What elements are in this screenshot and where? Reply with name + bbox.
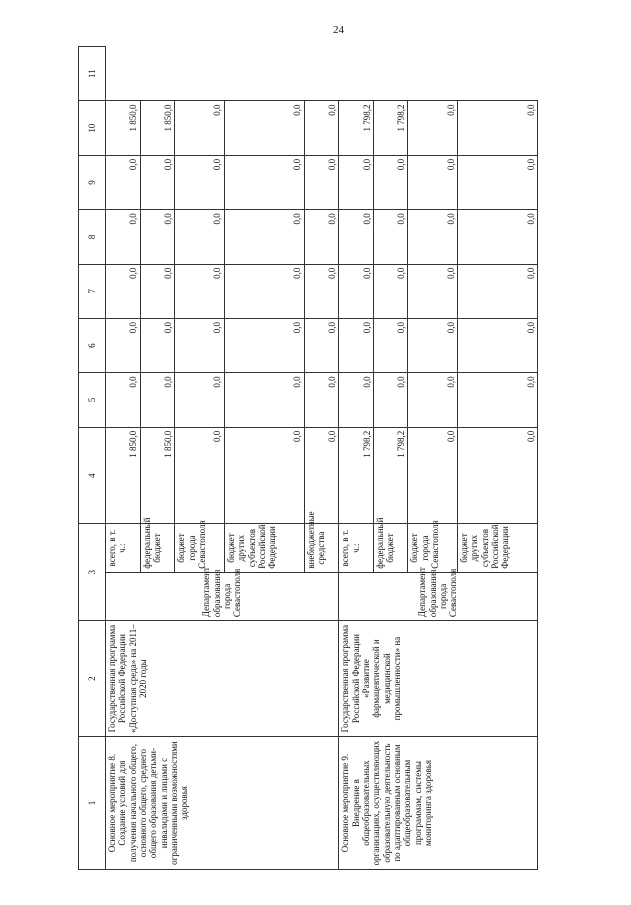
amount-cell: 0,0 xyxy=(408,427,458,524)
amount-cell: 0,0 xyxy=(458,318,538,372)
funding-table xyxy=(78,46,538,870)
table-row xyxy=(106,47,141,870)
amount-cell: 0,0 xyxy=(458,264,538,318)
header-cell: 3 xyxy=(79,524,106,621)
amount-cell: 0,0 xyxy=(458,210,538,264)
measure-name: Основное мероприятие 9. Внедрение в общеобразовательных организациях, осуществляющих образовательную деятельность по адаптированным основным общеобразовательным программам, системы мониторинга здоровья xyxy=(339,737,538,870)
amount-cell: 0,0 xyxy=(408,318,458,372)
amount-cell: 0,0 xyxy=(175,427,225,524)
amount-cell: 0,0 xyxy=(224,155,304,209)
amount-cell: 0,0 xyxy=(140,318,175,372)
measure-name: Основное мероприятие 8. Создание условий для получения начального общего, основного общего, среднего общего образования детьми-инвалидами и лицами с ограниченными возможностями здоровья xyxy=(106,737,339,870)
page-number: 24 xyxy=(333,24,344,36)
amount-cell: 0,0 xyxy=(408,373,458,427)
header-cell: 1 xyxy=(79,737,106,870)
amount-cell: 0,0 xyxy=(373,318,408,372)
table-body xyxy=(106,47,538,870)
amount-cell: 0,0 xyxy=(175,210,225,264)
amount-cell: 0,0 xyxy=(304,427,339,524)
amount-cell: 0,0 xyxy=(175,318,225,372)
amount-cell: 0,0 xyxy=(175,101,225,155)
amount-cell: 0,0 xyxy=(175,155,225,209)
header-cell: 10 xyxy=(79,101,106,155)
amount-cell: 0,0 xyxy=(224,101,304,155)
amount-cell: 0,0 xyxy=(106,264,141,318)
funding-source: бюджет других субъектов Российской Федерации xyxy=(224,524,304,572)
funding-source: федеральный бюджет xyxy=(373,524,408,572)
executor-name: Департамент образования города Севастополя xyxy=(339,572,538,620)
funding-source: бюджет других субъектов Российской Федерации xyxy=(458,524,538,572)
program-name: Государственная программа Российской Федерации «Доступная среда» на 2011–2020 годы xyxy=(106,621,339,737)
amount-cell: 1 850,0 xyxy=(106,427,141,524)
amount-cell: 0,0 xyxy=(339,155,374,209)
header-cell: 9 xyxy=(79,155,106,209)
table-rotation-wrapper xyxy=(78,46,538,870)
amount-cell: 0,0 xyxy=(339,318,374,372)
amount-cell: 1 850,0 xyxy=(140,427,175,524)
amount-cell: 0,0 xyxy=(339,373,374,427)
amount-cell: 0,0 xyxy=(106,210,141,264)
amount-cell: 1 798,2 xyxy=(373,427,408,524)
amount-cell: 0,0 xyxy=(408,264,458,318)
program-name: Государственная программа Российской Федерации «Развитие фармацевтической и медицинской промышленности» на xyxy=(339,621,538,737)
amount-cell: 0,0 xyxy=(304,101,339,155)
amount-cell: 1 850,0 xyxy=(140,101,175,155)
header-cell: 11 xyxy=(79,47,106,101)
amount-cell: 0,0 xyxy=(224,210,304,264)
amount-cell: 1 850,0 xyxy=(106,101,141,155)
amount-cell: 0,0 xyxy=(175,373,225,427)
amount-cell: 0,0 xyxy=(373,210,408,264)
table-row xyxy=(339,47,374,870)
amount-cell: 0,0 xyxy=(106,373,141,427)
amount-cell: 0,0 xyxy=(106,155,141,209)
amount-cell: 0,0 xyxy=(408,101,458,155)
amount-cell: 0,0 xyxy=(458,427,538,524)
amount-cell: 0,0 xyxy=(373,264,408,318)
amount-cell: 0,0 xyxy=(304,210,339,264)
amount-cell: 0,0 xyxy=(408,155,458,209)
amount-cell: 0,0 xyxy=(224,264,304,318)
header-cell: 2 xyxy=(79,621,106,737)
funding-source: внебюджетные средства xyxy=(304,524,339,572)
amount-cell: 0,0 xyxy=(373,373,408,427)
amount-cell: 0,0 xyxy=(408,210,458,264)
amount-cell: 1 798,2 xyxy=(339,427,374,524)
amount-cell: 0,0 xyxy=(339,264,374,318)
header-cell: 7 xyxy=(79,264,106,318)
amount-cell: 0,0 xyxy=(373,155,408,209)
header-cell: 5 xyxy=(79,373,106,427)
amount-cell: 0,0 xyxy=(458,155,538,209)
funding-source: бюджет города Севастополя xyxy=(175,524,225,572)
funding-source: всего, в т. ч.: xyxy=(106,524,141,572)
amount-cell: 0,0 xyxy=(458,373,538,427)
amount-cell: 0,0 xyxy=(224,427,304,524)
amount-cell: 0,0 xyxy=(140,155,175,209)
funding-source: всего, в т. ч.: xyxy=(339,524,374,572)
amount-cell: 1 798,2 xyxy=(339,101,374,155)
amount-cell: 0,0 xyxy=(304,155,339,209)
amount-cell: 1 798,2 xyxy=(373,101,408,155)
amount-cell: 0,0 xyxy=(339,210,374,264)
header-cell: 4 xyxy=(79,427,106,524)
amount-cell: 0,0 xyxy=(175,264,225,318)
amount-cell: 0,0 xyxy=(304,373,339,427)
executor-name: Департамент образования города Севастополя xyxy=(106,572,339,620)
amount-cell: 0,0 xyxy=(140,264,175,318)
funding-source: федеральный бюджет xyxy=(140,524,175,572)
amount-cell: 0,0 xyxy=(224,373,304,427)
header-cell: 8 xyxy=(79,210,106,264)
amount-cell: 0,0 xyxy=(140,210,175,264)
amount-cell: 0,0 xyxy=(304,318,339,372)
amount-cell: 0,0 xyxy=(106,318,141,372)
header-cell: 6 xyxy=(79,318,106,372)
amount-cell: 0,0 xyxy=(224,318,304,372)
amount-cell: 0,0 xyxy=(304,264,339,318)
amount-cell: 0,0 xyxy=(458,101,538,155)
funding-source: бюджет города Севастополя xyxy=(408,524,458,572)
amount-cell: 0,0 xyxy=(140,373,175,427)
landscape-page xyxy=(78,46,538,870)
header-row xyxy=(79,47,106,870)
